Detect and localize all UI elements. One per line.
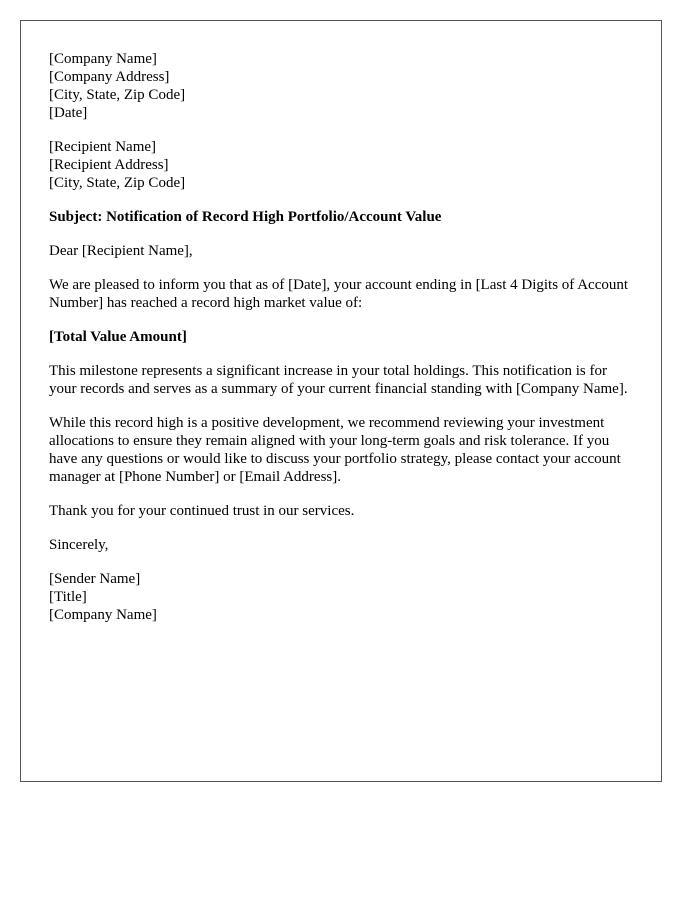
- sender-company-address: [Company Address]: [49, 69, 170, 85]
- subject-line: Subject: Notification of Record High Portfolio/Account Value: [49, 209, 442, 225]
- salutation: Dear [Recipient Name],: [49, 243, 193, 259]
- signature-block: [49, 570, 633, 624]
- milestone-paragraph: This milestone represents a significant increase in your total holdings. This notification is for your records and serves as a summary of your current financial standing with [Company Name].: [49, 363, 628, 397]
- sender-header: [49, 50, 633, 122]
- letter-page: [20, 20, 662, 782]
- sender-company-name: [Company Name]: [49, 51, 157, 67]
- sender-title: [Title]: [49, 589, 87, 605]
- sender-name: [Sender Name]: [49, 571, 141, 587]
- thanks-paragraph: Thank you for your continued trust in our services.: [49, 503, 355, 519]
- recipient-block: [49, 138, 633, 192]
- sender-city-state-zip: [City, State, Zip Code]: [49, 87, 186, 103]
- intro-paragraph: We are pleased to inform you that as of [Date], your account ending in [Last 4 Digits of Account Number] has reached a record high market value of:: [49, 277, 629, 311]
- signature-company-name: [Company Name]: [49, 607, 157, 623]
- recommendation-paragraph: While this record high is a positive development, we recommend reviewing your investment allocations to ensure they remain aligned with your long-term goals and risk tolerance. If you have any questions or would like to discuss your portfolio strategy, please contact your account manager at [Phone Number] or [Email Address].: [49, 415, 621, 485]
- letter-date: [Date]: [49, 105, 88, 121]
- recipient-name: [Recipient Name]: [49, 139, 157, 155]
- closing: Sincerely,: [49, 537, 109, 553]
- total-value-amount: [Total Value Amount]: [49, 329, 187, 345]
- recipient-address: [Recipient Address]: [49, 157, 169, 173]
- recipient-city-state-zip: [City, State, Zip Code]: [49, 175, 186, 191]
